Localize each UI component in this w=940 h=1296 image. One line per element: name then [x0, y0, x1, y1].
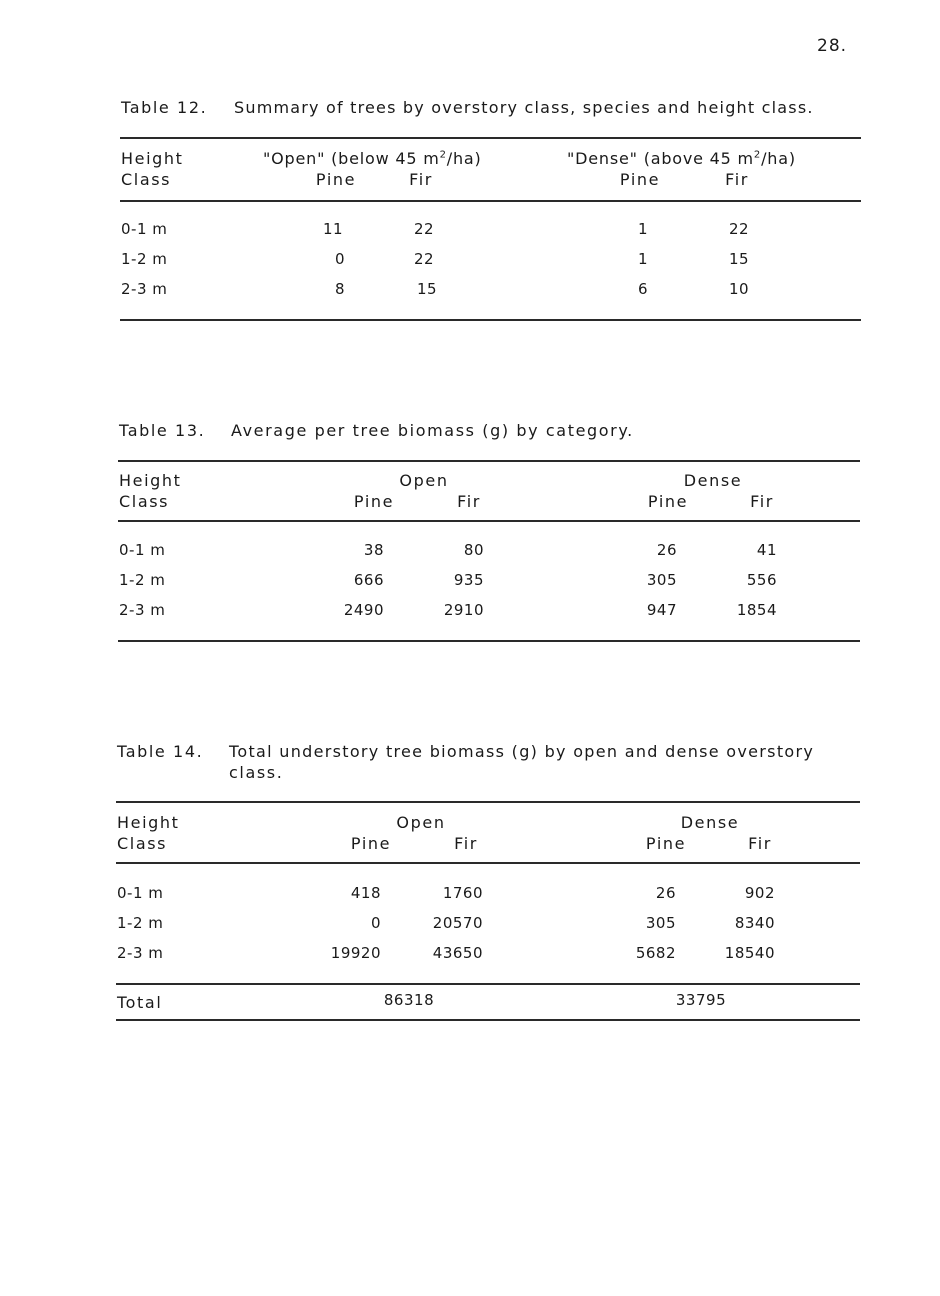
table-14-sub-open-pine: Pine: [350, 834, 392, 853]
table-14-sub-dense-pine: Pine: [645, 834, 687, 853]
table-13-caption-text: Average per tree biomass (g) by category.: [231, 421, 634, 440]
table-12-cell: 15: [728, 250, 750, 268]
table-13-header-rule: [118, 520, 860, 522]
table-12-cell: 6: [637, 280, 649, 298]
table-13-cell: 935: [453, 571, 484, 589]
table-13-cell: 2910: [443, 601, 484, 619]
table-13-cell: 1854: [736, 601, 777, 619]
table-12-cell: 15: [416, 280, 438, 298]
table-13-header-class: Class: [119, 492, 170, 511]
table-12-row-height: 0-1 m: [121, 220, 168, 238]
table-12-cell: 10: [728, 280, 750, 298]
table-13-caption-label: Table 13.: [119, 421, 206, 440]
table-12-group-open: "Open" (below 45 $m^2/ha$): [263, 149, 482, 168]
table-12-row-height: 1-2 m: [121, 250, 168, 268]
table-13-cell: 556: [746, 571, 777, 589]
table-12-cell: 8: [334, 280, 346, 298]
table-12-cell: 11: [322, 220, 344, 238]
table-12-bottom-rule: [120, 319, 861, 321]
table-12-caption-label: Table 12.: [121, 98, 208, 117]
table-13-cell: 305: [646, 571, 677, 589]
table-14-group-open: Open: [396, 813, 446, 832]
table-12-caption-text: Summary of trees by overstory class, species and height class.: [234, 98, 814, 117]
table-14-row-height: 1-2 m: [117, 914, 164, 932]
table-13-cell: 2490: [343, 601, 384, 619]
table-13-sub-open-fir: Fir: [457, 492, 481, 511]
table-12-cell: 1: [637, 220, 649, 238]
table-14-cell: 18540: [724, 944, 775, 962]
table-12-sub-dense-pine: Pine: [619, 170, 661, 189]
table-14-cell: 305: [645, 914, 676, 932]
table-13-sub-dense-fir: Fir: [750, 492, 774, 511]
table-12-header-rule: [120, 200, 861, 202]
table-14-top-rule: [116, 801, 860, 803]
table-13-row-height: 2-3 m: [119, 601, 166, 619]
table-14-cell: 43650: [432, 944, 483, 962]
table-13-bottom-rule: [118, 640, 860, 642]
table-14-caption-label: Table 14.: [117, 742, 204, 761]
table-12-cell: 22: [728, 220, 750, 238]
table-12-header-height: Height: [121, 149, 184, 168]
table-14-caption-line-1: Total understory tree biomass (g) by open and dense overstory: [229, 742, 815, 761]
table-14-group-dense: Dense: [680, 813, 740, 832]
table-14-total-dense: 33795: [675, 991, 727, 1009]
table-14-cell: 902: [744, 884, 775, 902]
table-14-cell: 19920: [330, 944, 381, 962]
table-14-row-height: 2-3 m: [117, 944, 164, 962]
table-13-row-height: 1-2 m: [119, 571, 166, 589]
table-14-caption-line-2: class.: [229, 763, 284, 782]
table-13-top-rule: [118, 460, 860, 462]
table-12-cell: 22: [413, 220, 435, 238]
table-14-total-rule: [116, 983, 860, 985]
table-12-group-dense: "Dense" (above 45 $m^2/ha$): [567, 149, 796, 168]
table-14-row-height: 0-1 m: [117, 884, 164, 902]
table-12-sub-open-pine: Pine: [315, 170, 357, 189]
table-14-bottom-rule: [116, 1019, 860, 1021]
table-13-row-height: 0-1 m: [119, 541, 166, 559]
table-13-cell: 666: [353, 571, 384, 589]
table-14-cell: 5682: [635, 944, 676, 962]
table-13-sub-dense-pine: Pine: [647, 492, 689, 511]
table-12-top-rule: [120, 137, 861, 139]
table-13-cell: 26: [656, 541, 677, 559]
table-13-cell: 80: [463, 541, 484, 559]
page-number: 28.: [817, 36, 848, 56]
table-14-header-rule: [116, 862, 860, 864]
table-14-total-open: 86318: [383, 991, 435, 1009]
table-13-cell: 38: [363, 541, 384, 559]
table-14-total-label: Total: [117, 993, 163, 1012]
table-14-cell: 0: [370, 914, 381, 932]
table-14-cell: 1760: [442, 884, 483, 902]
table-14-cell: 20570: [432, 914, 483, 932]
table-12-header-class: Class: [121, 170, 172, 189]
table-13-header-height: Height: [119, 471, 182, 490]
table-14-cell: 26: [655, 884, 676, 902]
table-13-group-open: Open: [399, 471, 449, 490]
table-14-sub-dense-fir: Fir: [748, 834, 772, 853]
table-13-cell: 947: [646, 601, 677, 619]
table-12-cell: 0: [334, 250, 346, 268]
table-12-sub-dense-fir: Fir: [725, 170, 749, 189]
table-12-cell: 1: [637, 250, 649, 268]
table-14-sub-open-fir: Fir: [454, 834, 478, 853]
table-14-cell: 8340: [734, 914, 775, 932]
table-14-header-height: Height: [117, 813, 180, 832]
table-13-sub-open-pine: Pine: [353, 492, 395, 511]
table-12-row-height: 2-3 m: [121, 280, 168, 298]
table-14-header-class: Class: [117, 834, 168, 853]
table-14-cell: 418: [350, 884, 381, 902]
table-12-sub-open-fir: Fir: [409, 170, 433, 189]
table-13-cell: 41: [756, 541, 777, 559]
table-12-cell: 22: [413, 250, 435, 268]
table-13-group-dense: Dense: [683, 471, 743, 490]
